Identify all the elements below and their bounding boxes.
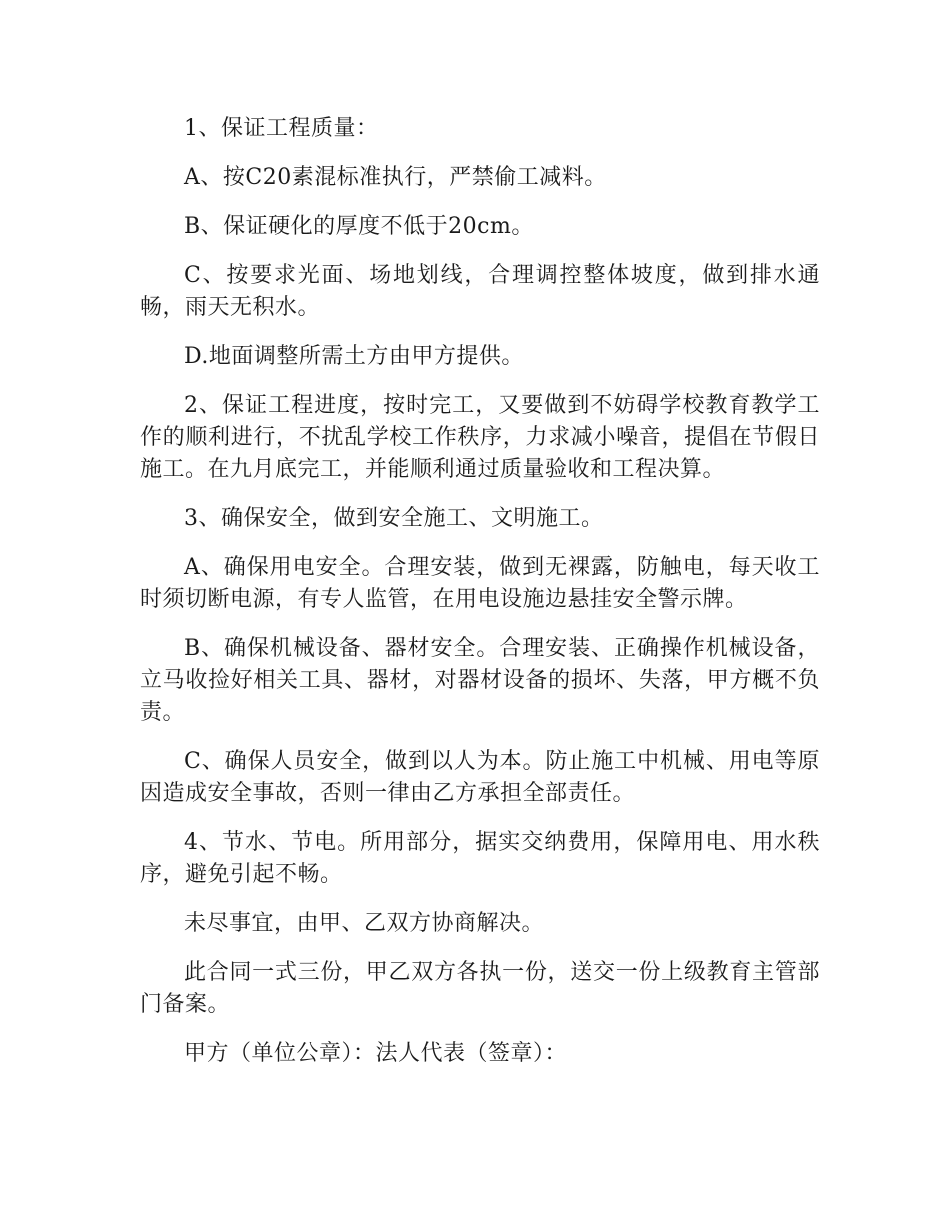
paragraph-quality-a: A、按C20素混标准执行，严禁偷工减料。	[184, 165, 607, 190]
paragraph-copies: 此合同一式三份，甲乙双方各执一份，送交一份上级教育主管部门备案。	[140, 960, 820, 1017]
document-body	[140, 113, 820, 1087]
paragraph-utilities: 4、节水、节电。所用部分，据实交纳费用，保障用电、用水秩序，避免引起不畅。	[140, 830, 820, 887]
paragraph-safety-a: A、确保用电安全。合理安装，做到无裸露，防触电，每天收工时须切断电源，有专人监管，在用电设施边悬挂安全警示牌。	[140, 555, 820, 612]
paragraph-quality-c: C、按要求光面、场地划线，合理调控整体坡度，做到排水通畅，雨天无积水。	[140, 263, 820, 320]
paragraph-safety-b: B、确保机械设备、器材安全。合理安装、正确操作机械设备，立马收捡好相关工具、器材，对器材设备的损坏、失落，甲方概不负责。	[140, 636, 820, 725]
paragraph-quality-d: D.地面调整所需土方由甲方提供。	[184, 344, 524, 369]
paragraph-safety-c: C、确保人员安全，做到以人为本。防止施工中机械、用电等原因造成安全事故，否则一律由乙方承担全部责任。	[140, 749, 820, 806]
paragraph-quality-b: B、保证硬化的厚度不低于20cm。	[184, 214, 534, 239]
paragraph-safety-heading: 3、确保安全，做到安全施工、文明施工。	[184, 506, 604, 531]
paragraph-signature-line: 甲方（单位公章）：法人代表（签章）：	[184, 1041, 568, 1066]
paragraph-quality-heading: 1、保证工程质量：	[184, 116, 379, 141]
paragraph-schedule: 2、保证工程进度，按时完工，又要做到不妨碍学校教育教学工作的顺利进行，不扰乱学校工作秩序，力求减小噪音，提倡在节假日施工。在九月底完工，并能顺利通过质量验收和工程决算。	[140, 393, 820, 482]
paragraph-other-matters: 未尽事宜，由甲、乙双方协商解决。	[184, 911, 545, 936]
